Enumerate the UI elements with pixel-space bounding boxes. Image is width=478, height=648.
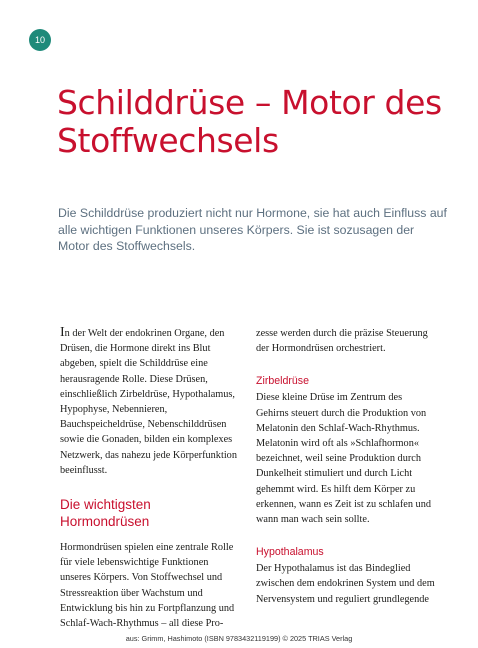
page-number-badge	[29, 29, 51, 51]
continuation-paragraph: zesse werden durch die präzise Steuerung der Hormondrüsen orchestriert.	[256, 328, 428, 355]
intro-text: n der Welt der endokrinen Organe, den Drüsen, die Hormone direkt ins Blut abgeben, spielt die Schilddrüse eine herausragende Rolle. Diese Drüsen, einschließlich Zirbeldrüse, Hypothalamus, Hypophyse, Nebennieren, Bauchspeicheldrüse, Nebenschilddrüsen sowie die Gonaden, bilden ein komplexes Netzwerk, das nahezu jede Körperfunktion beeinflusst.	[60, 328, 237, 476]
right-column	[256, 326, 436, 607]
zirbeldruese-paragraph: Diese kleine Drüse im Zentrum des Gehirns steuert durch die Produktion von Melatonin den Schlaf-Wach-Rhythmus. Melatonin wird oft als »Schlafhormon« bezeichnet, weil seine Produktion durch Dunkelheit stimuliert und durch Licht gehemmt wird. Es hilft dem Körper zu erkennen, wann es Zeit ist zu schlafen und wann man wach sein sollte.	[256, 392, 431, 526]
left-column	[60, 326, 240, 631]
hormondruesen-paragraph: Hormondrüsen spielen eine zentrale Rolle für viele lebenswichtige Funktionen unseres Körpers. Von Stoffwechsel und Stressreaktion über Wachstum und Entwicklung bis hin zu Fortpflanzung und Schlaf-Wach-Rhythmus – all diese Pro-	[60, 542, 235, 630]
subheading-zirbeldruese: Zirbeldrüse	[256, 375, 309, 388]
intro-paragraph	[60, 326, 240, 478]
footer-citation: aus: Grimm, Hashimoto (ISBN 9783432119199) © 2025 TRIAS Verlag	[125, 634, 353, 643]
drop-cap: I	[60, 325, 65, 340]
page-number: 10	[34, 35, 45, 45]
lead-paragraph: Die Schilddrüse produziert nicht nur Hormone, sie hat auch Einfluss auf alle wichtigen Funktionen unseres Körpers. Sie ist sozusagen der Motor des Stoffwechsels.	[58, 206, 447, 253]
subheading-hypothalamus: Hypothalamus	[256, 546, 324, 559]
hypothalamus-paragraph: Der Hypothalamus ist das Bindeglied zwischen dem endokrinen System und dem Nervensystem und reguliert grundlegende	[256, 563, 435, 605]
page-title: Schilddrüse – Motor des Stoffwechsels	[57, 83, 442, 160]
section-heading-hormondruesen: Die wichtigsten Hormondrüsen	[60, 497, 151, 530]
